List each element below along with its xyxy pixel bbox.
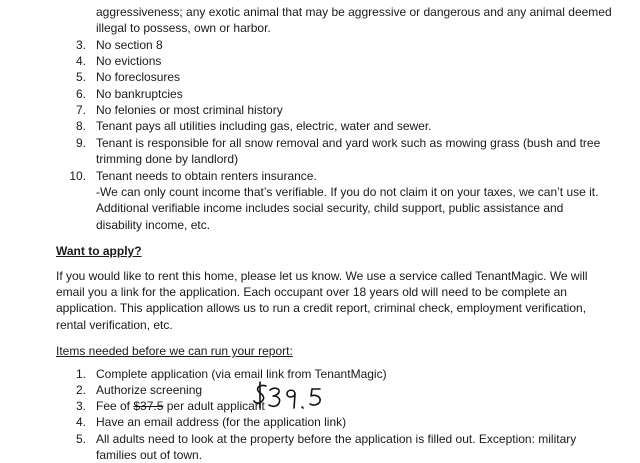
handwritten-fee-annotation — [250, 380, 330, 420]
list-number: 10. — [69, 169, 86, 183]
list-item-continuation: -We can only count income that’s verifiable. If you do not claim it on your taxes, we can’t use it. — [96, 185, 599, 199]
list-item: No foreclosures — [96, 70, 181, 84]
list-item: Tenant needs to obtain renters insurance. — [96, 169, 317, 183]
list-item: No felonies or most criminal history — [96, 103, 283, 117]
list-item: Have an email address (for the application link) — [96, 415, 347, 429]
list-item: All adults need to look at the property before the application is filled out. Exception: military — [96, 432, 577, 446]
paragraph-line: email you a link for the application. Each occupant over 18 years old will need to be complete an — [56, 285, 567, 299]
list-number: 2. — [75, 383, 86, 397]
apply-heading: Want to apply? — [56, 244, 142, 258]
fee-prefix: Fee of — [96, 399, 134, 413]
requirement-2-continuation: illegal to possess, own or harbor. — [96, 21, 271, 35]
items-heading: Items needed before we can run your report: — [56, 344, 293, 358]
fee-suffix: per adult applicant — [163, 399, 265, 413]
list-item: Tenant pays all utilities including gas, electric, water and sewer. — [96, 119, 432, 133]
list-item-continuation: Additional verifiable income includes social security, child support, public assistance and — [96, 201, 564, 215]
paragraph-line: If you would like to rent this home, please let us know. We use a service called TenantMagic. We will — [56, 269, 588, 283]
list-number: 6. — [75, 87, 86, 101]
list-number: 4. — [75, 415, 86, 429]
list-number: 3. — [75, 399, 86, 413]
list-number: 9. — [75, 136, 86, 150]
list-number: 5. — [75, 432, 86, 446]
paragraph-line: rental verification, etc. — [56, 318, 173, 332]
struck-fee-amount: $37.5 — [133, 399, 164, 413]
list-item: No evictions — [96, 54, 162, 68]
list-item: Authorize screening — [96, 383, 203, 397]
list-number: 4. — [75, 54, 86, 68]
list-number: 1. — [75, 367, 86, 381]
list-item-continuation: trimming done by landlord) — [96, 152, 239, 166]
fee-list-item — [96, 398, 265, 414]
list-number: 5. — [75, 70, 86, 84]
list-item: Complete application (via email link from TenantMagic) — [96, 367, 387, 381]
list-number: 8. — [75, 119, 86, 133]
list-number: 3. — [75, 38, 86, 52]
list-item-continuation: families out of town. — [96, 448, 203, 462]
list-item: No bankruptcies — [96, 87, 183, 101]
list-item: Tenant is responsible for all snow removal and yard work such as mowing grass (bush and tree — [96, 136, 601, 150]
list-item-continuation: disability income, etc. — [96, 218, 211, 232]
list-number: 7. — [75, 103, 86, 117]
list-item: No section 8 — [96, 38, 163, 52]
paragraph-line: application. This application allows us to run a credit report, criminal check, employment verification, — [56, 301, 587, 315]
requirement-2-continuation: aggressiveness; any exotic animal that may be aggressive or dangerous and any animal deemed — [96, 5, 612, 19]
